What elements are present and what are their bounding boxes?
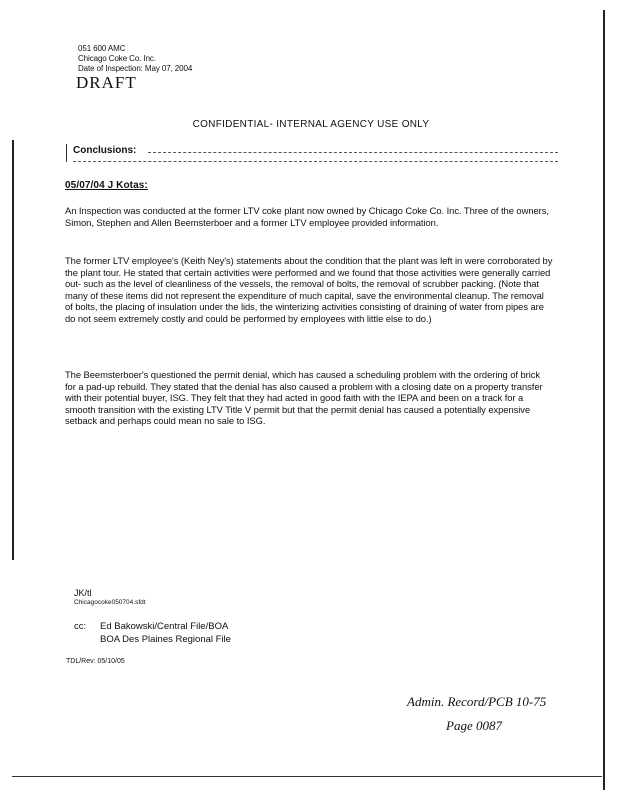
inspection-date: Date of Inspection: May 07, 2004 — [78, 64, 193, 73]
admin-record-stamp: Admin. Record/PCB 10-75 — [407, 694, 547, 709]
initials: JK/tl — [74, 588, 92, 598]
conclusions-redaction-line — [73, 161, 558, 162]
conclusions-label: Conclusions: — [73, 145, 137, 156]
cc-label: cc: — [74, 621, 87, 632]
bottom-scan-edge — [12, 776, 602, 777]
paragraph-2: The former LTV employee's (Keith Ney's) statements about the condition that the plant was left in were corroborated by the plant tour. He stated that certain activities were performed and we found that those activities were generally carried out- such as the level of cleanliness of the vessels, the removal of bolts, the removal of scrubber packing. (Note that many of these items did not represent the expenditure of much capital, save the environmental cleanup. The removal of bolts, the placing of insulation under the lids, the winterizing activities consisting of draining of water from pipes are do not seem extremely costly and could be performed by employees with little else to do.) — [65, 255, 553, 324]
conclusions-redaction-line — [148, 152, 558, 153]
page-number-stamp: Page 0087 — [446, 718, 502, 733]
revision-note: TDL/Rev: 05/10/05 — [66, 658, 125, 665]
confidential-title: CONFIDENTIAL- INTERNAL AGENCY USE ONLY — [192, 119, 430, 130]
company-name: Chicago Coke Co. Inc. — [78, 54, 156, 63]
left-scan-edge — [12, 140, 14, 560]
paragraph-3: The Beemsterboer's questioned the permit denial, which has caused a scheduling problem with the ordering of brick for a pad-up rebuild. They stated that the denial has also caused a problem with a closing date on a property transfer with their potential buyer, ISG. They felt that they had acted in good faith with the IEPA and been on a track for a smooth transition with the existing LTV Title V permit but that the permit denial has caused a potentially expensive setback and perhaps could mean no sale to ISG. — [65, 369, 543, 427]
entry-heading: 05/07/04 J Kotas: — [65, 180, 148, 191]
draft-stamp: DRAFT — [76, 73, 137, 92]
cc-recipient: BOA Des Plaines Regional File — [100, 634, 231, 645]
cc-recipient: Ed Bakowski/Central File/BOA — [100, 621, 229, 632]
facility-id: 051 600 AMC — [78, 44, 126, 53]
paragraph-1: An Inspection was conducted at the former LTV coke plant now owned by Chicago Coke Co. Inc. Three of the owners, Simon, Stephen and Allen Beemsterboer and a former LTV employee provided information. — [65, 205, 549, 228]
file-name: Chicagocoke050704.sfdt — [74, 599, 146, 606]
conclusions-bracket — [66, 144, 70, 162]
